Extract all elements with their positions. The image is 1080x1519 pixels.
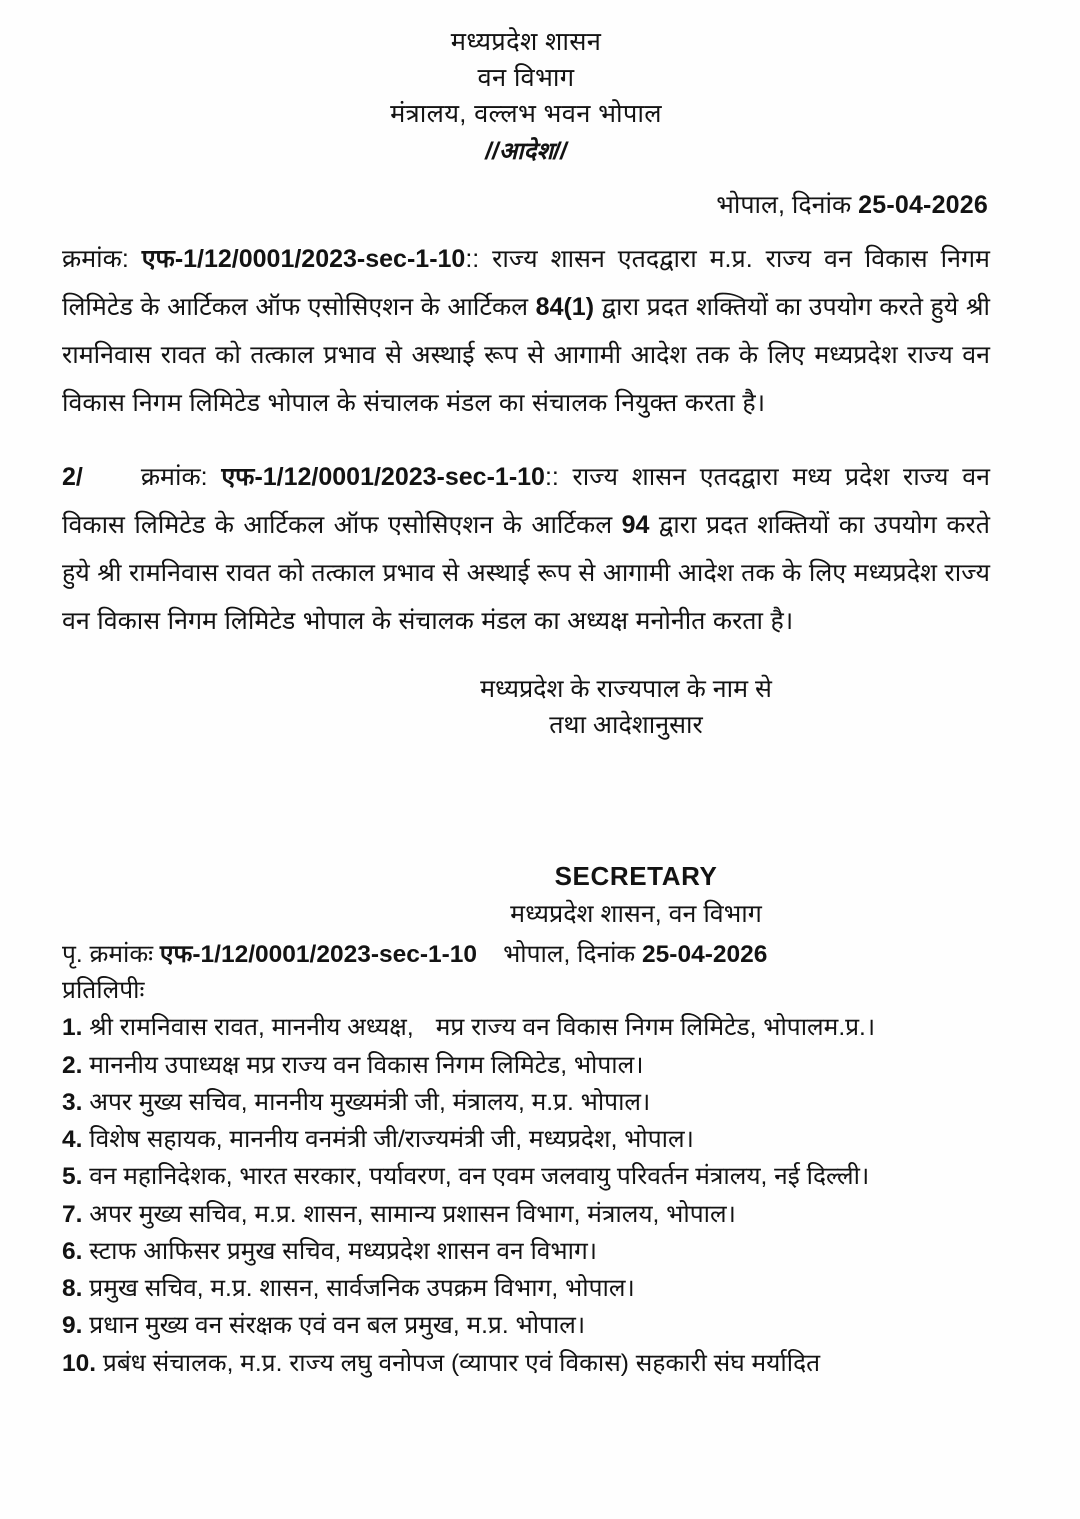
paragraph-1-text-after-article: द्वारा प्रदत शक्तियों का उपयोग करते हुये श्री रामनिवास रावत को तत्काल प्रभाव से अस्थाई रूप से आगामी आदेश तक के लिए मध्यप्रदेश राज्य वन विकास निगम लिमिटेड भोपाल के संचालक मंडल का संचालक नियुक्त करता है। [62,292,990,418]
endorsement-memo-number: एफ-1/12/0001/2023-sec-1-10 [159,941,478,969]
copy-list-item-number: 5. [62,1163,83,1191]
copy-list-item-text: विशेष सहायक, माननीय वनमंत्री जी/राज्यमंत्री जी, मध्यप्रदेश, भोपाल। [89,1126,694,1154]
paragraph-2-clause-number: 2/ [62,462,83,491]
endorsement-memo-label: पृ. क्रमांकः [62,941,160,969]
order-paragraph-1 [62,235,990,428]
dateline-date: 25-04-2026 [858,190,988,219]
endorsement-date: 25-04-2026 [642,941,768,969]
copy-list-item-number: 4. [62,1126,83,1154]
copy-list-item-number: 2. [62,1051,83,1079]
copy-list-item-text: प्रधान मुख्य वन संरक्षक एवं वन बल प्रमुख, म.प्र. भोपाल। [89,1312,586,1340]
copy-list-item [62,1308,990,1344]
copy-distribution-list [62,1010,990,1382]
dateline [62,187,990,221]
paragraph-1-article-number: 84(1) [535,292,595,321]
copy-list-item [62,1048,990,1084]
copy-list-item-number: 9. [62,1312,83,1340]
copy-list-item [62,1234,990,1270]
endorsement-place-label: भोपाल, दिनांक [503,941,643,969]
paragraph-2-memo-label: क्रमांक: [140,462,222,491]
paragraph-1-text-before-article: :: राज्य शासन एतदद्वारा म.प्र. राज्य वन विकास निगम लिमिटेड के आर्टिकल ऑफ एसोसिएशन के आर्टिकल [62,244,991,321]
order-marker: //आदेश// [485,137,567,165]
copy-to-label: प्रतिलिपीः [62,976,145,1004]
copy-list-item [62,1122,990,1158]
dateline-place-label: भोपाल, दिनांक [716,190,859,219]
copy-list-item [62,1197,990,1233]
copy-list-item-number: 3. [62,1088,83,1116]
copy-list-item-text-continued: मप्र राज्य वन विकास निगम लिमिटेड, भोपालम.प्र.। [435,1014,876,1042]
copy-list-item-text: श्री रामनिवास रावत, माननीय अध्यक्ष, [89,1014,414,1042]
closing-line-2: तथा आदेशानुसार [549,710,703,739]
document-body [62,0,990,1383]
copy-list-item-text: स्टाफ आफिसर प्रमुख सचिव, मध्यप्रदेश शासन वन विभाग। [89,1237,598,1265]
closing-salutation [62,671,990,744]
paragraph-2-article-number: 94 [621,510,650,539]
copy-list-item [62,1159,990,1195]
copy-list-item-number: 1. [62,1014,83,1042]
copy-list-item-text: प्रबंध संचालक, म.प्र. राज्य लघु वनोपज (व्यापार एवं विकास) सहकारी संघ मर्यादित [102,1349,821,1377]
copy-list-item-number: 6. [62,1237,83,1265]
copy-list-item [62,1271,990,1307]
copy-list-item-text: माननीय उपाध्यक्ष मप्र राज्य वन विकास निगम लिमिटेड, भोपाल। [89,1051,644,1079]
copy-list-item-text: प्रमुख सचिव, म.प्र. शासन, सार्वजनिक उपक्रम विभाग, भोपाल। [89,1275,635,1303]
paragraph-2-text-after-article: द्वारा प्रदत शक्तियों का उपयोग करते हुये श्री रामनिवास रावत को तत्काल प्रभाव से अस्थाई रूप से आगामी आदेश तक के लिए मध्यप्रदेश राज्य वन विकास निगम लिमिटेड भोपाल के संचालक मंडल का अध्यक्ष मनोनीत करता है। [62,510,990,636]
copy-list-item-text: अपर मुख्य सचिव, माननीय मुख्यमंत्री जी, मंत्रालय, म.प्र. भोपाल। [89,1088,651,1116]
letterhead [62,0,990,169]
copy-list-item-text: वन महानिदेशक, भारत सरकार, पर्यावरण, वन एवम जलवायु परिवर्तन मंत्रालय, नई दिल्ली। [89,1163,870,1191]
closing-line-1: मध्यप्रदेश के राज्यपाल के नाम से [480,674,772,703]
endorsement-line [62,938,990,973]
paragraph-1-memo-label: क्रमांक: [62,244,142,273]
signatory-department: मध्यप्रदेश शासन, वन विभाग [510,900,762,929]
copy-list-item-text: अपर मुख्य सचिव, म.प्र. शासन, सामान्य प्रशासन विभाग, मंत्रालय, भोपाल। [89,1200,736,1228]
letterhead-address: मंत्रालय, वल्लभ भवन भोपाल [390,100,662,129]
copy-list-item [62,1346,990,1382]
copy-list-item-number: 7. [62,1200,83,1228]
order-paragraph-2 [62,453,990,646]
copy-list-item-number: 8. [62,1275,83,1303]
signatory-title: SECRETARY [554,861,718,892]
copy-list-item-number: 10. [62,1349,97,1377]
letterhead-government-name: मध्यप्रदेश शासन [450,28,602,56]
copy-list-item [62,1010,990,1046]
paragraph-2-text-before-article: :: राज्य शासन एतदद्वारा मध्य प्रदेश राज्य वन विकास लिमिटेड के आर्टिकल ऑफ एसोसिएशन के आर्टिकल [62,462,991,539]
paragraph-2-memo-number: एफ-1/12/0001/2023-sec-1-10 [221,462,545,491]
letterhead-department-name: वन विभाग [477,64,575,93]
paragraph-1-memo-number: एफ-1/12/0001/2023-sec-1-10 [141,244,466,273]
copy-list-item [62,1085,990,1121]
signature-block [62,861,990,930]
